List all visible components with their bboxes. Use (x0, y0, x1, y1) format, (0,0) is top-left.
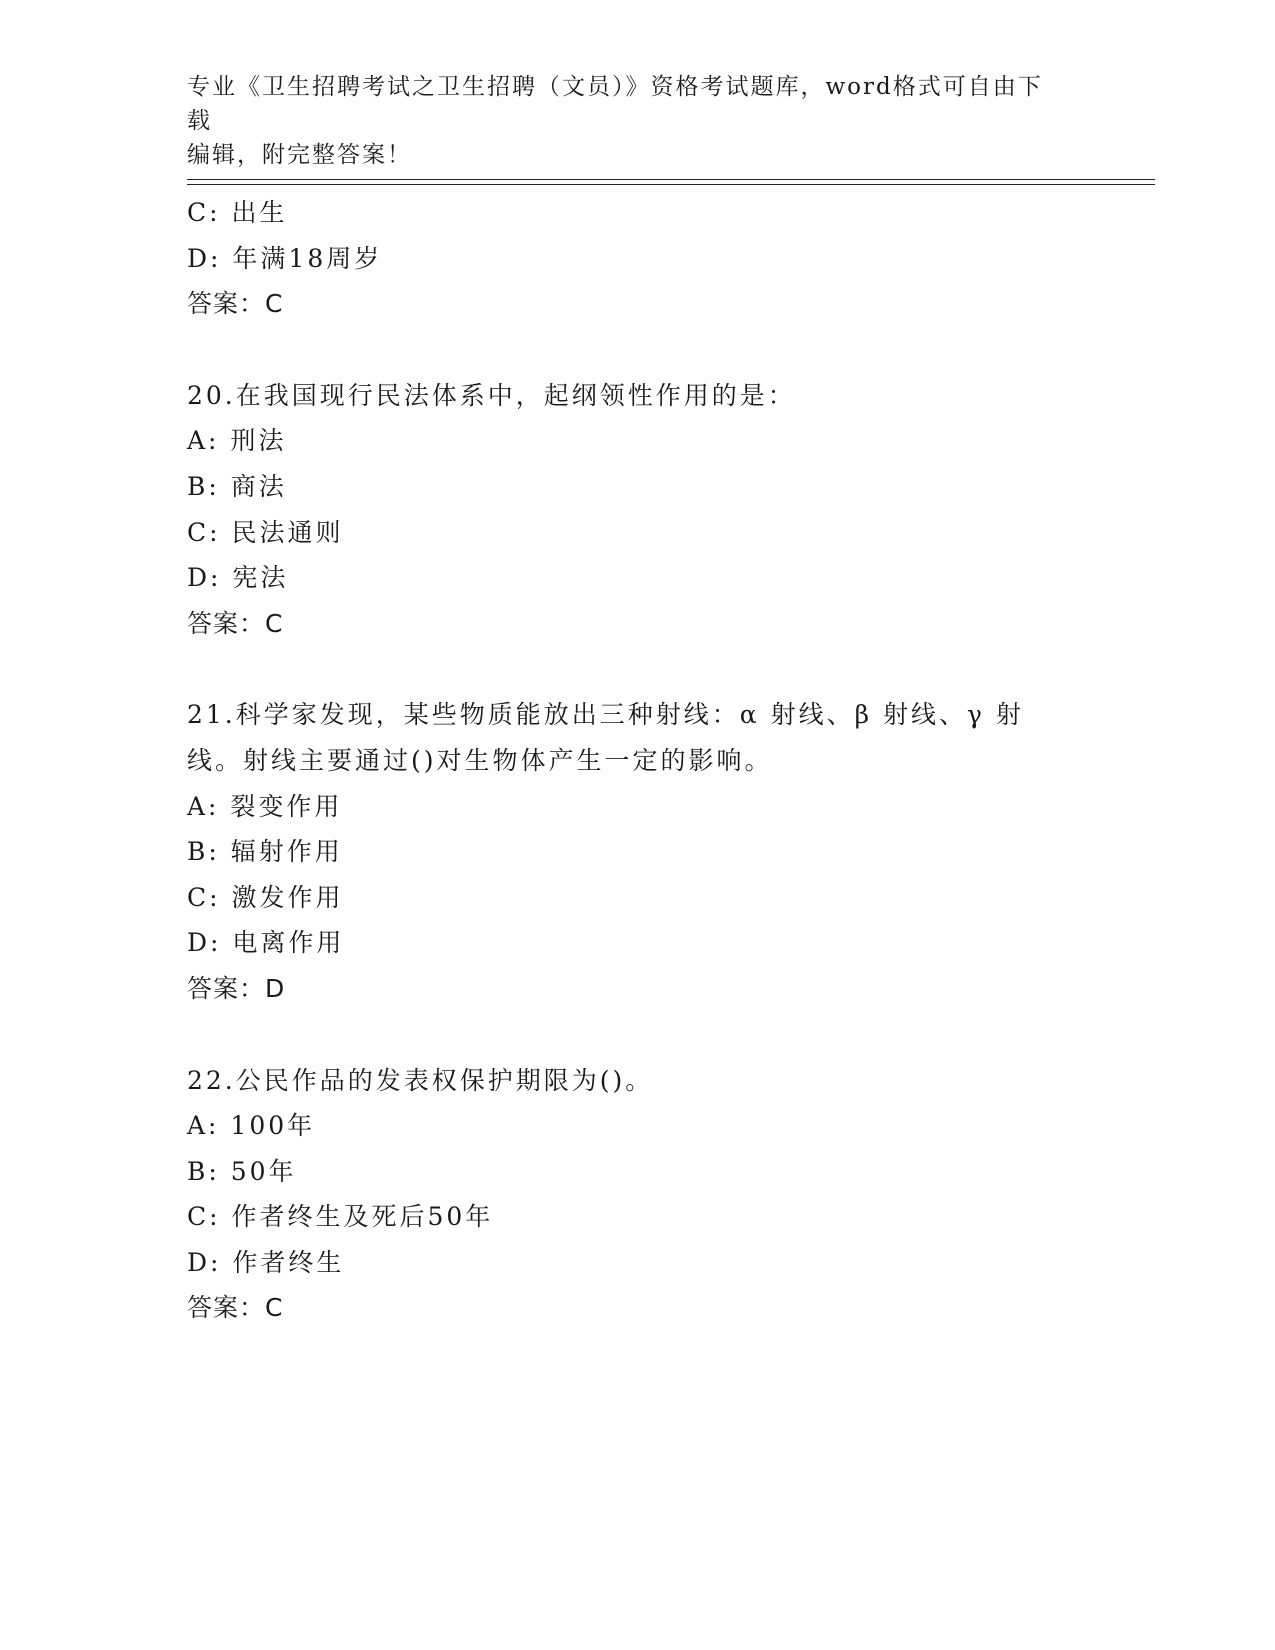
option-c: C: 激发作用 (187, 882, 344, 912)
question-text-line-1: 21.科学家发现，某些物质能放出三种射线：α 射线、β 射线、γ 射 (187, 700, 1024, 730)
option-c: C: 出生 (187, 198, 288, 227)
option-d: D: 电离作用 (187, 928, 345, 958)
answer-line: 答案：C (187, 1293, 284, 1323)
question-21 (187, 692, 1087, 1011)
document-header (187, 70, 1067, 172)
question-text: 20.在我国现行民法体系中，起纲领性作用的是： (187, 380, 796, 410)
question-list (187, 190, 1087, 1331)
option-d: D: 年满18周岁 (187, 243, 383, 273)
option-a: A: 刑法 (187, 426, 287, 456)
question-text: 22.公民作品的发表权保护期限为()。 (187, 1065, 654, 1095)
header-divider-top (187, 179, 1155, 180)
spacer (187, 646, 1087, 692)
question-20 (187, 373, 1087, 647)
option-a: A: 100年 (187, 1111, 316, 1141)
option-b: B: 辐射作用 (187, 837, 343, 867)
option-c: C: 作者终生及死后50年 (187, 1202, 494, 1232)
option-c: C: 民法通则 (187, 517, 344, 547)
question-text-line-2: 线。射线主要通过()对生物体产生一定的影响。 (187, 745, 773, 775)
question-22 (187, 1058, 1087, 1332)
answer-line: 答案：C (187, 289, 284, 319)
header-line-1: 专业《卫生招聘考试之卫生招聘（文员）》资格考试题库，word格式可自由下载 (187, 74, 1043, 134)
answer-line: 答案：D (187, 973, 286, 1003)
option-b: B: 50年 (187, 1156, 297, 1186)
option-d: D: 作者终生 (187, 1247, 345, 1277)
spacer (187, 327, 1087, 373)
option-d: D: 宪法 (187, 563, 289, 593)
spacer (187, 1012, 1087, 1058)
header-divider-bottom (187, 184, 1155, 185)
header-line-2: 编辑，附完整答案！ (187, 142, 412, 168)
option-b: B: 商法 (187, 471, 287, 501)
option-a: A: 裂变作用 (187, 791, 343, 821)
previous-question-tail (187, 190, 1087, 327)
answer-line: 答案：C (187, 608, 284, 638)
